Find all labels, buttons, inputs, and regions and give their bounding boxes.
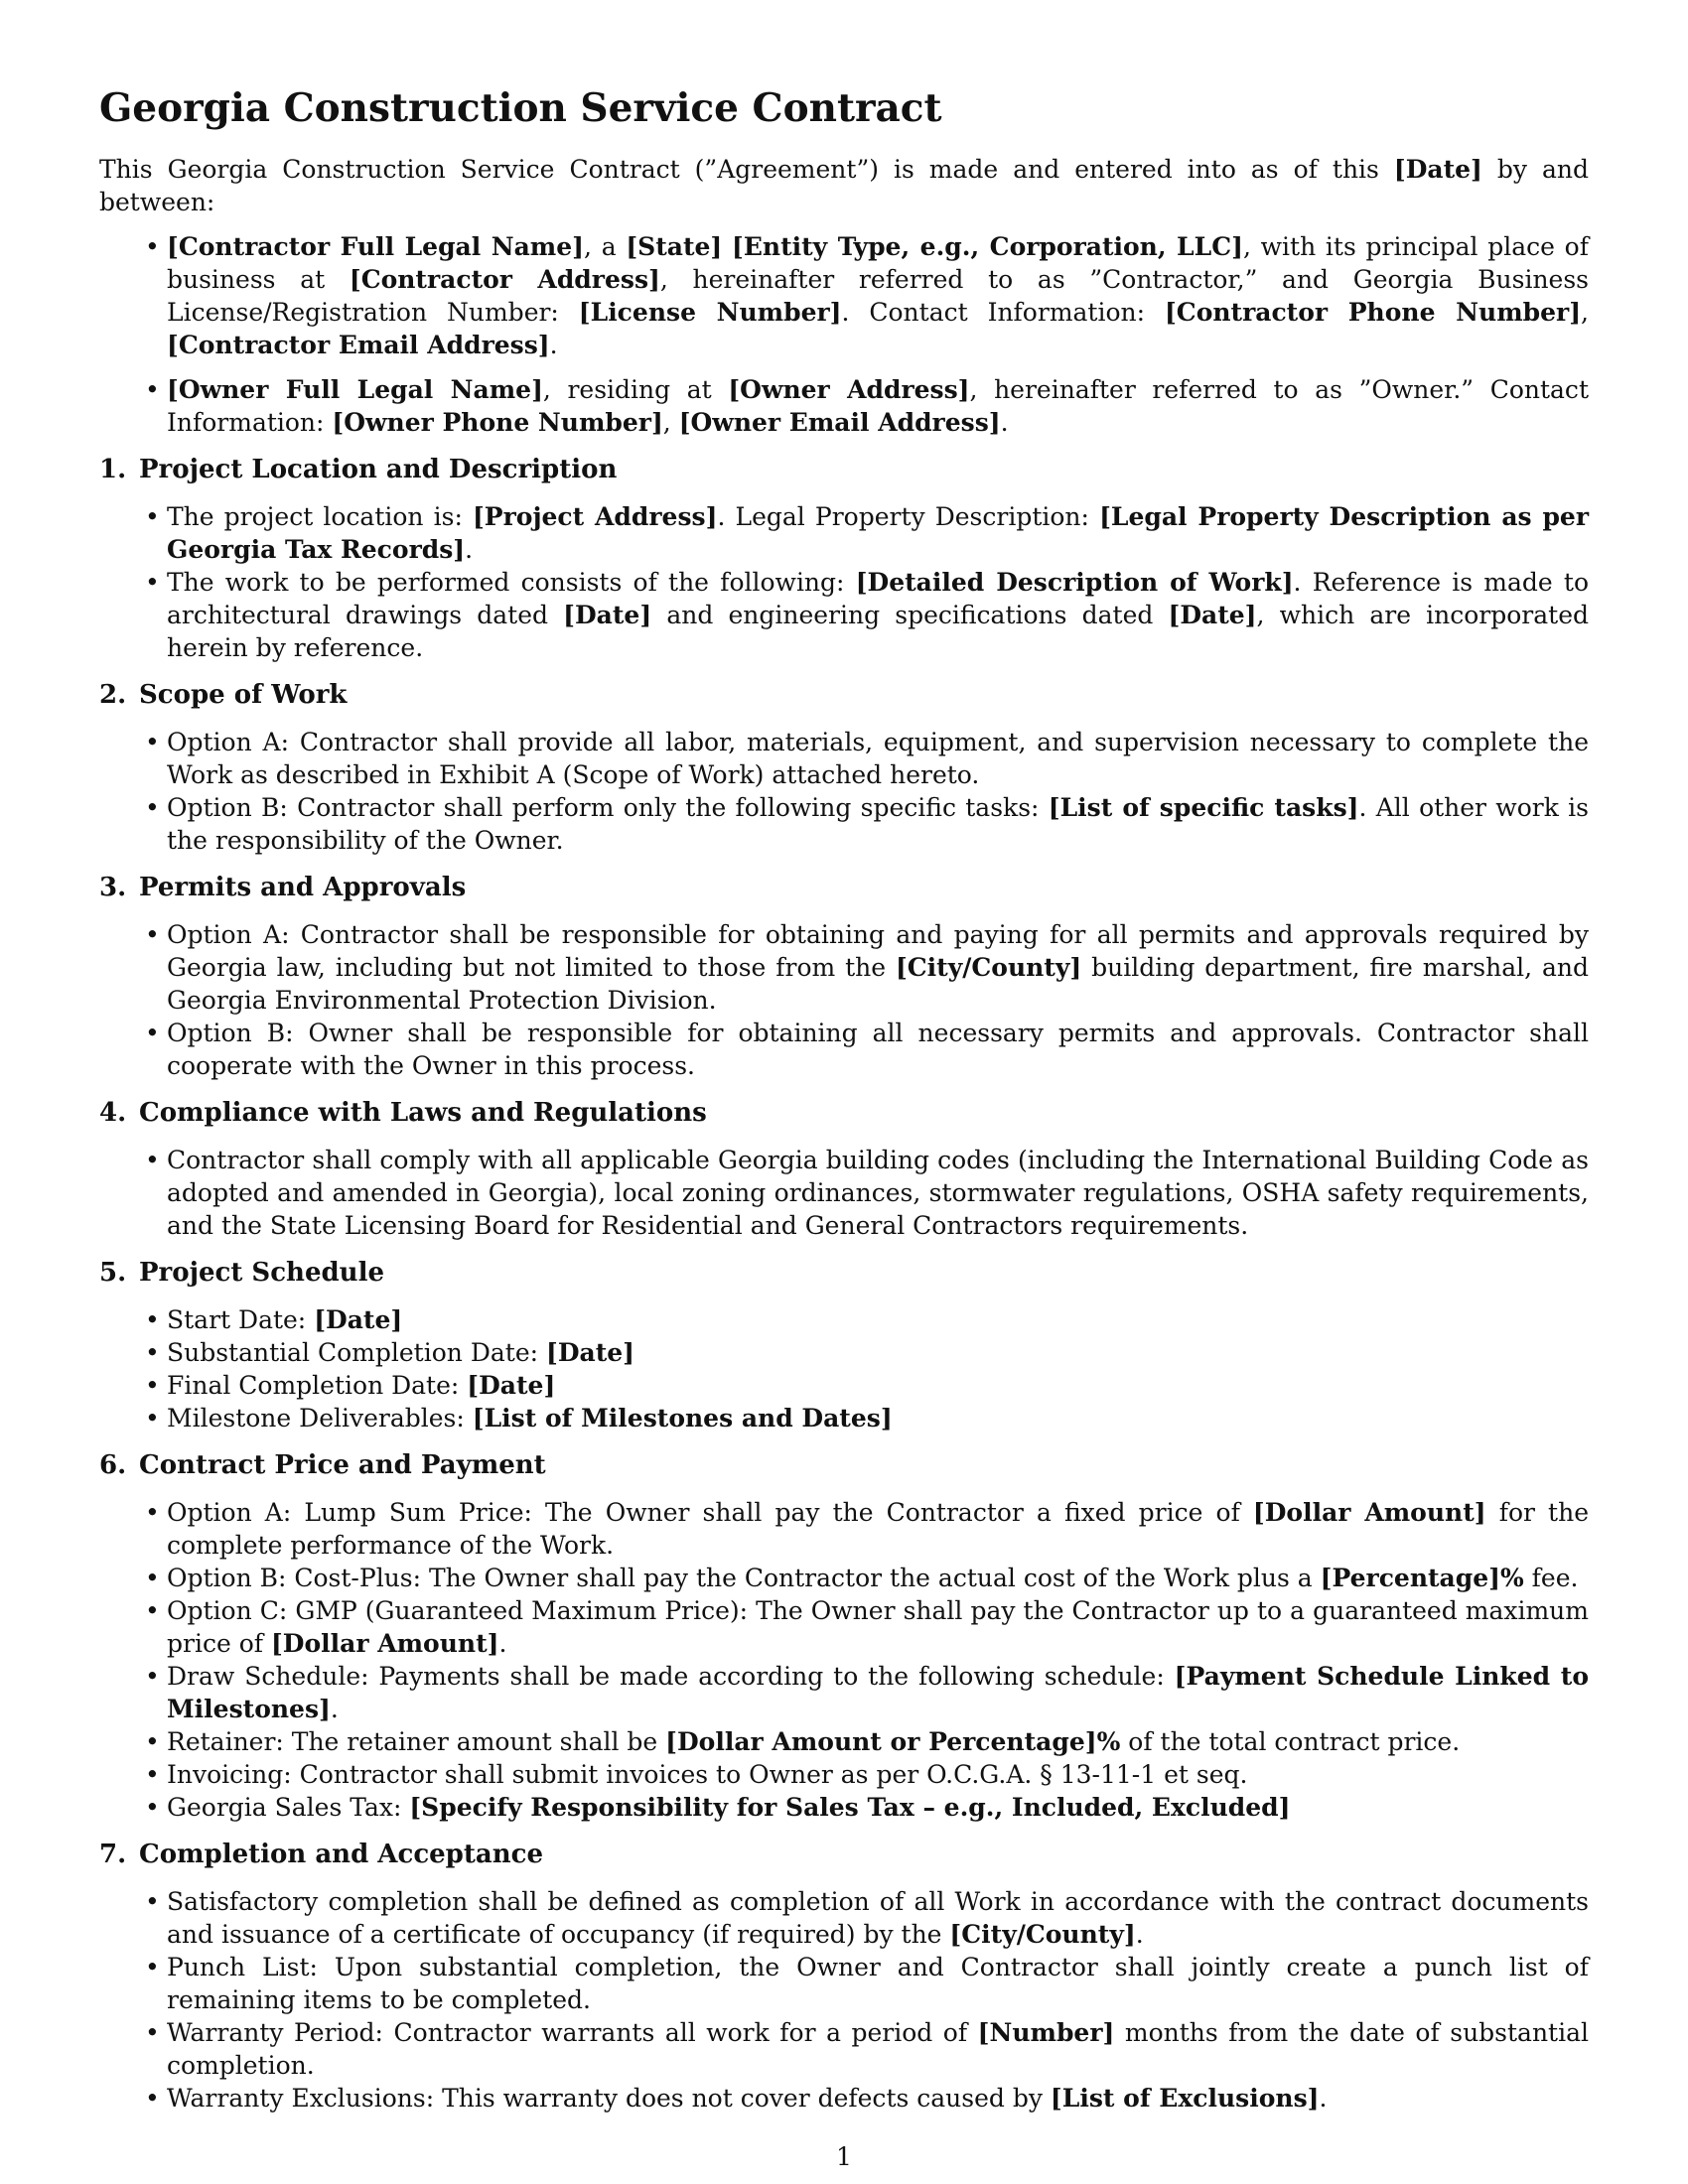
section-heading-4: 4. Compliance with Laws and Regulations [99,1098,707,1128]
list-item: • Warranty Exclusions: This warranty does not cover defects caused by [List of Exclusions]. [167,2082,1589,2115]
document-page [99,83,1589,2128]
list-item: • Warranty Period: Contractor warrants all work for a period of [Number] months from the date of substantial completion. [167,2016,1589,2082]
section-list-4 [99,1144,1589,1242]
intro-date-placeholder: [Date] [1393,155,1482,184]
list-item: • Option A: Contractor shall provide all labor, materials, equipment, and supervision necessary to complete the Work as described in Exhibit A (Scope of Work) attached hereto. [167,726,1589,791]
contractor-party: • [Contractor Full Legal Name], a [State] [Entity Type, e.g., Corporation, LLC], with its principal place of business at [Contractor Address], hereinafter referred to as ”Contractor,” and Georgia Business License/Registration Number: [License Number]. Contact Information: [Contractor Phone Number], [Contractor Email Address]. [167,230,1589,361]
list-item: • Georgia Sales Tax: [Specify Responsibility for Sales Tax – e.g., Included, Excluded] [167,1791,1589,1824]
section-heading-6: 6. Contract Price and Payment [99,1450,546,1480]
list-item: • Option B: Cost-Plus: The Owner shall pay the Contractor the actual cost of the Work plus a [Percentage]% fee. [167,1562,1589,1594]
section-heading-2: 2. Scope of Work [99,680,348,710]
list-item: • Final Completion Date: [Date] [167,1369,1589,1402]
section-list-7 [99,1885,1589,2115]
owner-party: • [Owner Full Legal Name], residing at [Owner Address], hereinafter referred to as ”Owner.” Contact Information: [Owner Phone Number], [Owner Email Address]. [167,373,1589,439]
list-item: • Draw Schedule: Payments shall be made according to the following schedule: [Payment Schedule Linked to Milestones]. [167,1660,1589,1725]
list-item: • Satisfactory completion shall be defined as completion of all Work in accordance with the contract documents and issuance of a certificate of occupancy (if required) by the [City/County]. [167,1885,1589,1951]
intro-paragraph: This Georgia Construction Service Contract (”Agreement”) is made and entered into as of this [Date] by and between: [99,155,1590,216]
parties-list [99,230,1589,439]
section-heading-7: 7. Completion and Acceptance [99,1840,543,1869]
list-item: • Invoicing: Contractor shall submit invoices to Owner as per O.C.G.A. § 13-11-1 et seq. [167,1758,1589,1791]
list-item: • Substantial Completion Date: [Date] [167,1336,1589,1369]
section-list-1 [99,500,1589,664]
document-title: Georgia Construction Service Contract [99,85,942,131]
list-item: • Option A: Lump Sum Price: The Owner shall pay the Contractor a fixed price of [Dollar Amount] for the complete performance of the Work. [167,1496,1589,1562]
page-number: 1 [836,2142,852,2171]
section-heading-1: 1. Project Location and Description [99,455,618,484]
section-list-3 [99,918,1589,1082]
section-heading-5: 5. Project Schedule [99,1258,384,1288]
section-list-6 [99,1496,1589,1824]
section-heading-3: 3. Permits and Approvals [99,873,467,902]
list-item: • Option B: Owner shall be responsible for obtaining all necessary permits and approvals. Contractor shall cooperate with the Owner in this process. [167,1017,1589,1082]
section-list-2 [99,726,1589,857]
list-item: • Start Date: [Date] [167,1303,1589,1336]
list-item: • Retainer: The retainer amount shall be [Dollar Amount or Percentage]% of the total contract price. [167,1725,1589,1758]
list-item: • The project location is: [Project Address]. Legal Property Description: [Legal Property Description as per Georgia Tax Records]. [167,500,1589,566]
list-item: • Milestone Deliverables: [List of Milestones and Dates] [167,1402,1589,1434]
list-item: • Option A: Contractor shall be responsible for obtaining and paying for all permits and approvals required by Georgia law, including but not limited to those from the [City/County] building department, fire marshal, and Georgia Environmental Protection Division. [167,918,1589,1017]
list-item: • Contractor shall comply with all applicable Georgia building codes (including the International Building Code as adopted and amended in Georgia), local zoning ordinances, stormwater regulations, OSHA safety requirements, and the State Licensing Board for Residential and General Contractors requirements. [167,1144,1589,1242]
list-item: • Option C: GMP (Guaranteed Maximum Price): The Owner shall pay the Contractor up to a guaranteed maximum price of [Dollar Amount]. [167,1594,1589,1660]
list-item: • Punch List: Upon substantial completion, the Owner and Contractor shall jointly create a punch list of remaining items to be completed. [167,1951,1589,2016]
section-list-5 [99,1303,1589,1434]
list-item: • Option B: Contractor shall perform only the following specific tasks: [List of specific tasks]. All other work is the responsibility of the Owner. [167,791,1589,857]
list-item: • The work to be performed consists of the following: [Detailed Description of Work]. Reference is made to architectural drawings dated [Date] and engineering specifications dated [Date], which are incorporated herein by reference. [167,566,1589,664]
